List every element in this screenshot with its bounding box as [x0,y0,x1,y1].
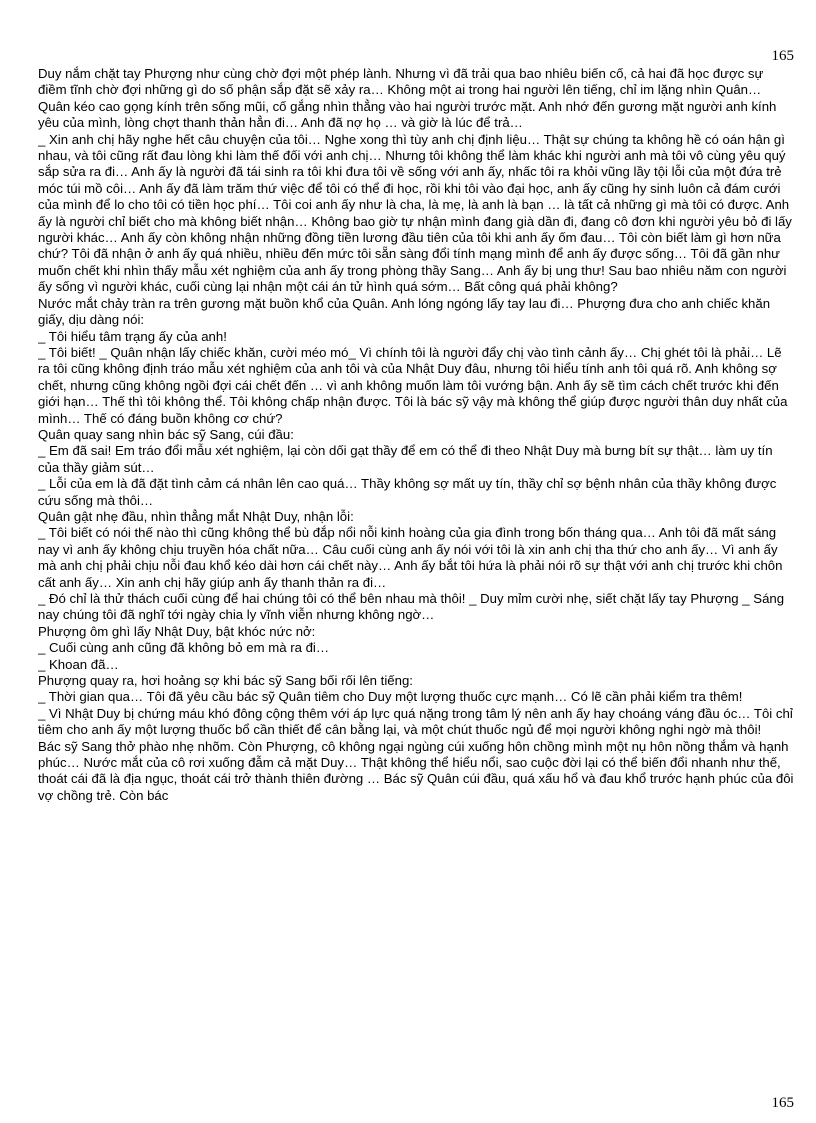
paragraph: Quân gật nhẹ đầu, nhìn thẳng mắt Nhật Duy, nhận lỗi: [38,508,354,524]
paragraph: _ Lỗi của em là đã đặt tình cảm cá nhân lên cao quá… Thầy không sợ mất uy tín, thầy chỉ sợ bệnh nhân của thầy không được cứu sống mà thôi… [38,476,777,508]
paragraph: Phượng ôm ghì lấy Nhật Duy, bật khóc nức nở: [38,623,316,639]
paragraph: Duy nắm chặt tay Phượng như cùng chờ đợi một phép lành. Nhưng vì đã trải qua bao nhiêu biến cố, cả hai đã học được sự điềm tĩnh chờ đợi những gì do số phận sắp đặt sẽ xảy ra… Không một ai trong hai người lên tiếng, chỉ im lặng nhìn Quân… [38,66,764,98]
page-number-bottom: 165 [771,1095,794,1111]
paragraph: Bác sỹ Sang thở phào nhẹ nhõm. Còn Phượng, cô không ngại ngùng cúi xuống hôn chồng mình một nụ hôn nồng thắm và hạnh phúc… Nước mắt của cô rơi xuống đẫm cả mặt Duy… Thật không thể hiểu nổi, sao cuộc đời lại có thể biến đổi nhanh như thế, thoát cái đã là địa ngục, thoát cái trở thành thiên đường … Bác sỹ Quân cúi đầu, quá xấu hổ và đau khổ trước hạnh phúc của đôi vợ chồng trẻ. Còn bác [38,738,794,803]
paragraph: _ Xin anh chị hãy nghe hết câu chuyện của tôi… Nghe xong thì tùy anh chị định liệu… Thật sự chúng ta không hề có oán hận gì nhau, và tôi cũng rất đau lòng khi làm thế đối với anh chị… Nhưng tôi không thể làm khác khi người anh mà tôi vô cùng yêu quý sắp sửa ra đi… Anh ấy là người đã tái sinh ra tôi khi đưa tôi về sống với anh ấy, nhấc tôi ra khỏi vũng lầy tội lỗi của một đứa trẻ móc túi mồ côi… Anh ấy đã làm trăm thứ việc để tôi có thể đi học, rồi khi tôi vào đại học, anh ấy cũng hy sinh luôn cả đám cưới của mình để lo cho tôi có tiền học phí… Tôi coi anh ấy như là cha, là mẹ, là anh là bạn … là tất cả những gì mà tôi có được. Anh ấy là người chỉ biết cho mà không biết nhận… Không bao giờ tự nhận mình đang già dần đi, đang cô đơn khi người yêu bỏ đi lấy người khác… Anh ấy còn không nhận những đồng tiền lương đầu tiên của tôi khi anh ấy ốm đau… Tôi còn biết làm gì hơn nữa chứ? Tôi đã nhận ở anh ấy quá nhiều, nhiều đến mức tôi sẵn sàng đổi tính mạng mình để anh ấy được sống… Tôi đã gần như muốn chết khi nhìn thấy mẫu xét nghiệm của anh ấy trong phòng thầy Sang… Anh ấy bị ung thư! Sau bao nhiêu năm con người ấy sống vì người khác, cuối cùng lại nhận một cái án tử hình quá sớm… Bất công quá phải không? [38,131,792,295]
paragraph: _ Tôi biết! _ Quân nhận lấy chiếc khăn, cười méo mó_ Vì chính tôi là người đẩy chị vào tình cảnh ấy… Chị ghét tôi là phải… Lẽ ra tôi cũng không định tráo mẫu xét nghiệm của anh tôi và của Nhật Duy đâu, nhưng tôi hiểu tính anh tôi quá rõ. Anh không sợ chết, nhưng cũng không ngồi đợi cái chết đến … vì anh không muốn làm tôi vướng bận. Anh ấy sẽ tìm cách chết trước khi đến giới hạn… Thế thì tôi không thể. Tôi không chấp nhận được. Tôi là bác sỹ vậy mà không thể giúp được người thân duy nhất của mình… Thế có đáng buồn không cơ chứ? [38,344,788,426]
paragraph: Nước mắt chảy tràn ra trên gương mặt buồn khổ của Quân. Anh lóng ngóng lấy tay lau đi… Phượng đưa cho anh chiếc khăn giấy, dịu dàng nói: [38,295,771,328]
paragraph: _ Vì Nhật Duy bị chứng máu khó đông cộng thêm với áp lực quá nặng trong tâm lý nên anh ấy hay choáng váng đầu óc… Tôi chỉ tiêm cho anh ấy một lượng thuốc bổ cần thiết để cân bằng lại, và một chút thuốc ngủ để mọi người không nghi ngờ mà thôi! [38,705,793,738]
paragraph: _ Em đã sai! Em tráo đổi mẫu xét nghiệm, lại còn dối gạt thầy để em có thể đi theo Nhật Duy mà bưng bít sự thật… làm uy tín của thầy giảm sút… [38,443,773,475]
paragraph: Phượng quay ra, hơi hoảng sợ khi bác sỹ Sang bối rối lên tiếng: [38,673,413,689]
page-number-top: 165 [771,48,794,64]
paragraph: _ Tôi biết có nói thế nào thì cũng không thể bù đắp nổi nỗi kinh hoàng của gia đình trong bốn tháng qua… Anh tôi đã mất sáng nay vì anh ấy không chịu truyền hóa chất nữa… Câu cuối cùng anh ấy nói với tôi là xin anh chị tha thứ cho anh ấy… Vì anh ấy mà anh chị phải chịu nỗi đau khổ kéo dài hơn cái chết này… Anh ấy bắt tôi hứa là phải nói rõ sự thật với anh chị trước khi chôn cất anh ấy… Xin anh chị hãy giúp anh ấy thanh thản ra đi… [38,525,783,590]
paragraph: _ Thời gian qua… Tôi đã yêu cầu bác sỹ Quân tiêm cho Duy một lượng thuốc cực mạnh… Có lẽ cần phải kiểm tra thêm! [38,689,743,705]
paragraph: _ Tôi hiểu tâm trạng ấy của anh! [38,328,227,344]
paragraph: _ Đó chỉ là thử thách cuối cùng để hai chúng tôi có thể bên nhau mà thôi! _ Duy mỉm cười nhẹ, siết chặt lấy tay Phượng _ Sáng nay chúng tôi đã nghĩ tới ngày chia ly vĩnh viễn nhưng không ngờ… [38,591,785,623]
paragraph: _ Khoan đã… [38,656,119,672]
paragraph: Quân kéo cao gọng kính trên sống mũi, cố gắng nhìn thẳng vào hai người trước mặt. Anh nhớ đến gương mặt người anh kính yêu của mình, lòng chợt thanh thản hẳn đi… Anh đã nợ họ … và giờ là lúc để trả… [38,98,777,131]
paragraph: Quân quay sang nhìn bác sỹ Sang, cúi đầu: [38,426,294,442]
body-text [38,66,794,1091]
paragraph: _ Cuối cùng anh cũng đã không bỏ em mà ra đi… [38,640,330,656]
